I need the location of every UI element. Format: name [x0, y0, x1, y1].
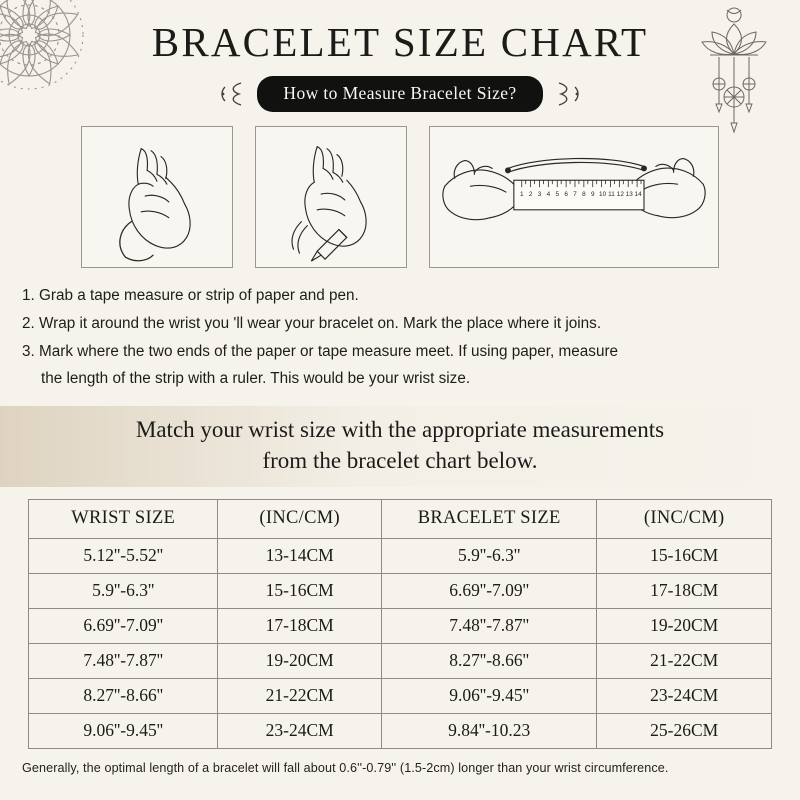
header-wrist-size-label: WRIST SIZE: [29, 500, 218, 539]
size-table-wrapper: [28, 499, 772, 749]
hand-with-tape-measure-illustration: [81, 126, 233, 268]
cell-wrist-in: 6.69''-7.09'': [29, 609, 218, 644]
left-flourish-icon: [219, 79, 245, 109]
mandala-ornament-icon: [0, 0, 104, 110]
cell-wrist-in: 9.06''-9.45'': [29, 714, 218, 749]
table-row: [29, 679, 772, 714]
illustration-row: [0, 126, 800, 268]
cell-bracelet-in: 6.69''-7.09'': [381, 574, 596, 609]
subtitle-row: [0, 76, 800, 112]
svg-text:11: 11: [608, 191, 615, 199]
cell-bracelet-cm: 21-22CM: [597, 644, 772, 679]
cell-bracelet-in: 9.84''-10.23: [381, 714, 596, 749]
table-row: [29, 574, 772, 609]
cell-bracelet-cm: 15-16CM: [597, 539, 772, 574]
svg-text:6: 6: [564, 191, 568, 199]
cell-bracelet-cm: 17-18CM: [597, 574, 772, 609]
table-row: [29, 644, 772, 679]
subtitle-pill: How to Measure Bracelet Size?: [257, 76, 542, 112]
svg-text:9: 9: [590, 191, 595, 199]
band-line-2: from the bracelet chart below.: [262, 447, 538, 473]
svg-text:5: 5: [555, 191, 560, 199]
measure-steps: [22, 284, 776, 392]
table-row: [29, 609, 772, 644]
cell-bracelet-in: 8.27''-8.66'': [381, 644, 596, 679]
footnote-text: Generally, the optimal length of a bracelet will fall about 0.6''-0.79'' (1.5-2cm) longer than your wrist circumference.: [22, 761, 669, 776]
table-row: [29, 539, 772, 574]
cell-wrist-in: 5.9''-6.3'': [29, 574, 218, 609]
lotus-ornament-icon: [686, 2, 782, 138]
table-row: [29, 714, 772, 749]
svg-text:3: 3: [537, 191, 542, 199]
cell-bracelet-cm: 23-24CM: [597, 679, 772, 714]
svg-text:14: 14: [634, 191, 642, 199]
cell-wrist-cm: 13-14CM: [218, 539, 381, 574]
svg-text:8: 8: [582, 191, 586, 199]
cell-wrist-cm: 17-18CM: [218, 609, 381, 644]
svg-text:1: 1: [519, 191, 524, 199]
cell-wrist-cm: 15-16CM: [218, 574, 381, 609]
step-1: 1. Grab a tape measure or strip of paper and pen.: [22, 287, 359, 304]
hand-with-paper-strip-illustration: [255, 126, 407, 268]
hands-measuring-with-ruler-illustration: [429, 126, 719, 268]
step-2: 2. Wrap it around the wrist you 'll wear your bracelet on. Mark the place where it joins.: [22, 314, 602, 332]
table-header-row: [29, 500, 772, 539]
right-flourish-icon: [555, 79, 581, 109]
svg-text:4: 4: [546, 191, 551, 199]
cell-bracelet-cm: 25-26CM: [597, 714, 772, 749]
svg-text:13: 13: [625, 191, 633, 199]
header-bracelet-size-label: BRACELET SIZE: [381, 500, 596, 539]
cell-bracelet-in: 5.9''-6.3'': [381, 539, 596, 574]
step-3-continued: the length of the strip with a ruler. This would be your wrist size.: [41, 370, 471, 388]
svg-text:2: 2: [528, 191, 533, 199]
cell-bracelet-in: 7.48''-7.87'': [381, 609, 596, 644]
cell-wrist-in: 8.27''-8.66'': [29, 679, 218, 714]
cell-wrist-in: 7.48''-7.87'': [29, 644, 218, 679]
svg-text:12: 12: [616, 191, 624, 199]
cell-bracelet-in: 9.06''-9.45'': [381, 679, 596, 714]
cell-wrist-cm: 19-20CM: [218, 644, 381, 679]
header-wrist-size-unit: (INC/CM): [218, 500, 381, 539]
bracelet-size-table: [28, 499, 772, 749]
cell-bracelet-cm: 19-20CM: [597, 609, 772, 644]
band-line-1: Match your wrist size with the appropriate measurements: [135, 417, 665, 443]
match-wrist-size-band: [0, 406, 800, 487]
header-bracelet-size-unit: (INC/CM): [597, 500, 772, 539]
svg-text:7: 7: [573, 191, 577, 199]
cell-wrist-cm: 23-24CM: [218, 714, 381, 749]
cell-wrist-in: 5.12''-5.52'': [29, 539, 218, 574]
step-3: 3. Mark where the two ends of the paper or tape measure meet. If using paper, measure: [22, 342, 619, 360]
cell-wrist-cm: 21-22CM: [218, 679, 381, 714]
svg-text:10: 10: [599, 191, 607, 199]
page-title: BRACELET SIZE CHART: [151, 19, 649, 65]
